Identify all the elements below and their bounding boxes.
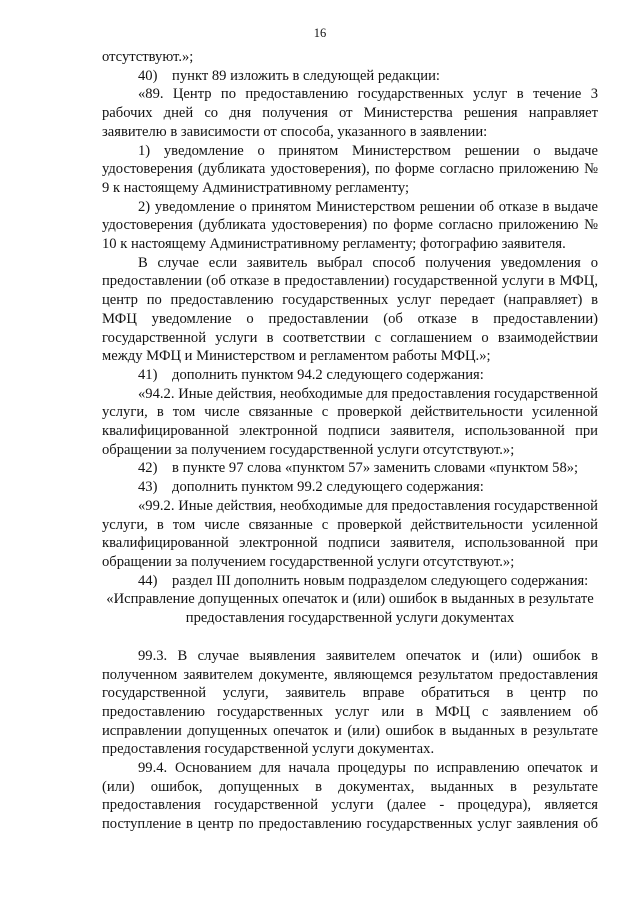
blank-line [102,628,598,647]
item-42: 42) в пункте 97 слова «пунктом 57» заменить словами «пунктом 58»; [138,460,579,477]
clause-99-3: 99.3. В случае выявления заявителем опечаток и (или) ошибок в полученном заявителем документе, являющемся результатом предоставления государственной услуги, заявитель вправе обратиться в центр по предоставлению государственных услуг или в МФЦ с заявлением об исправлении допущенных опечаток и (или) ошибок в выданных в результате предоставления государственной услуги документах. [102,647,598,758]
clause-99-2: «99.2. Иные действия, необходимые для предоставления государственной услуги, в том числе связанные с проверкой действительности усиленной квалифицированной электронной подписи заявителя, использованной при обращении за получением государственной услуги отсутствуют.»; [102,497,598,570]
item-41: 41) дополнить пунктом 94.2 следующего содержания: [138,366,484,383]
document-body [102,48,598,834]
paragraph-continuation: отсутствуют.»; [102,49,194,65]
item-43: 43) дополнить пунктом 99.2 следующего содержания: [138,479,484,496]
clause-89-mfc-paragraph: В случае если заявитель выбрал способ получения уведомления о предоставлении (об отказе в предоставлении) государственной услуги в МФЦ, центр по предоставлению государственных услуг передает (направляет) в МФЦ уведомление о предоставлении (об отказе в предоставлении) государственной услуги в соответствии с соглашением о взаимодействии между МФЦ и Министерством и регламентом работы МФЦ.»; [102,254,598,365]
clause-89-item-1: 1) уведомление о принятом Министерством решении о выдаче удостоверения (дубликата удостоверения), по форме согласно приложению № 9 к настоящему Административному регламенту; [102,142,598,196]
subsection-heading: «Исправление допущенных опечаток и (или) ошибок в выданных в результате предоставления государственной услуги документах [106,591,594,627]
clause-99-4: 99.4. Основанием для начала процедуры по исправлению опечаток и (или) ошибок, допущенных в документах, выданных в результате предоставления государственной услуги (далее - процедура), является поступление в центр по предоставлению государственных услуг заявления об [102,760,598,833]
clause-94-2: «94.2. Иные действия, необходимые для предоставления государственной услуги, в том числе связанные с проверкой действительности усиленной квалифицированной электронной подписи заявителя, использованной при обращении за получением государственной услуги отсутствуют.»; [102,385,598,458]
item-44: 44) раздел III дополнить новым подразделом следующего содержания: [138,572,589,589]
item-40: 40) пункт 89 изложить в следующей редакции: [138,67,440,84]
clause-89-item-2: 2) уведомление о принятом Министерством решении об отказе в выдаче удостоверения (дубликата удостоверения) по форме согласно приложению № 10 к настоящему Административному регламенту; фотографию заявителя. [102,198,598,253]
page-number: 16 [313,26,327,40]
clause-89: «89. Центр по предоставлению государственных услуг в течение 3 рабочих дней со дня получения от Министерства решения направляет заявителю в зависимости от способа, указанного в заявлении: [102,86,598,140]
